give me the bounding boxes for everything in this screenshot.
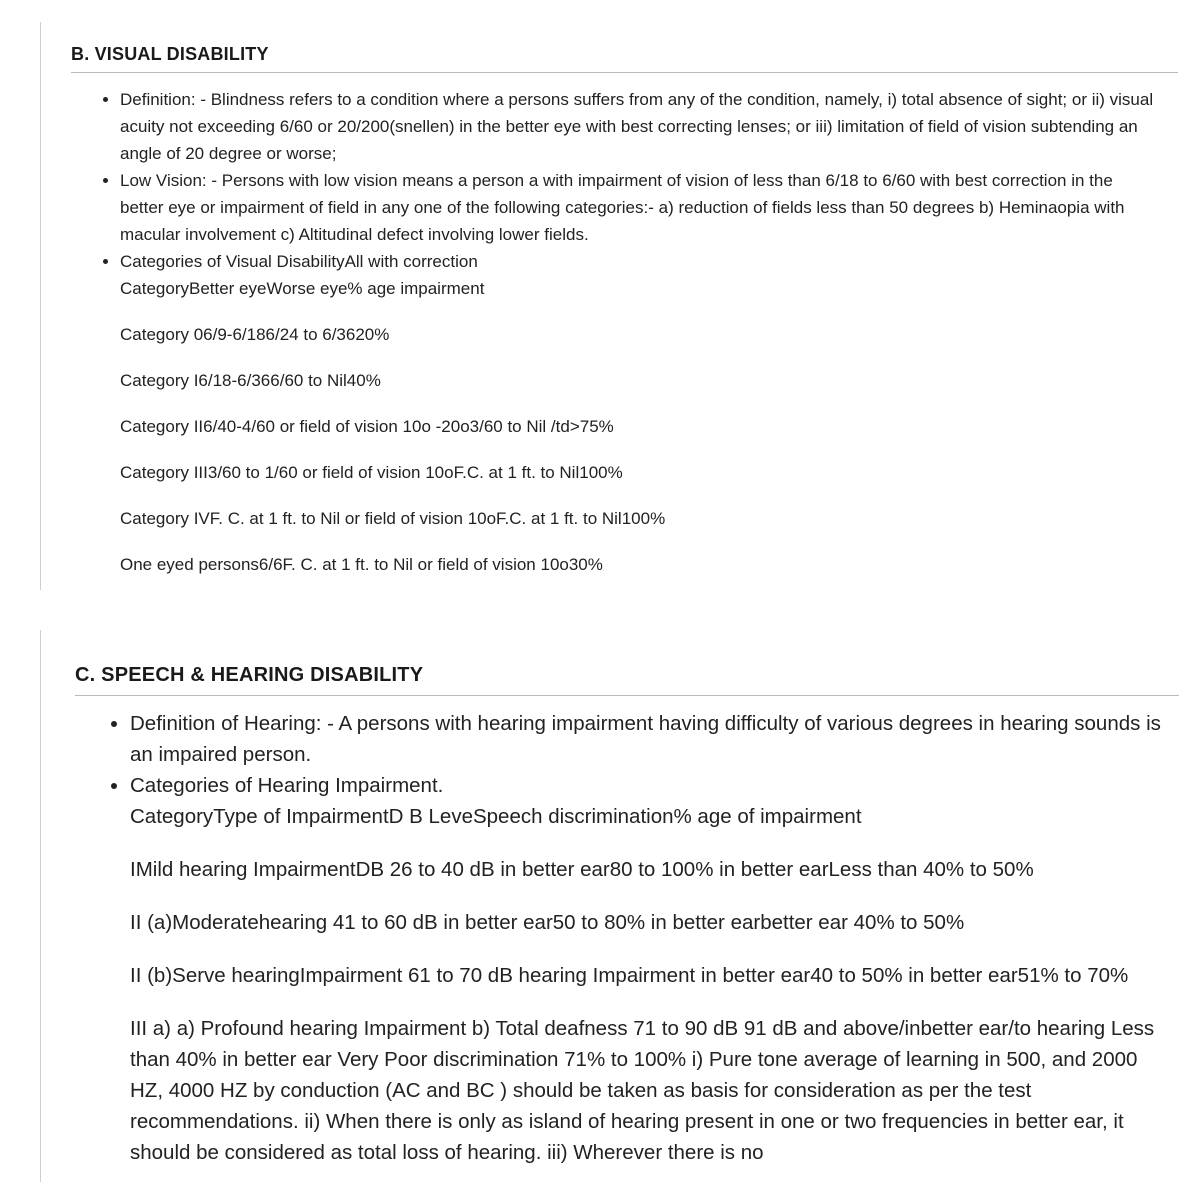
list-item bbox=[130, 708, 1170, 770]
category-row: II (b)Serve hearingImpairment 61 to 70 dB hearing Impairment in better ear40 to 50% in better ear51% to 70% bbox=[130, 964, 1129, 987]
low-vision-definition: • Low Vision: - Persons with low vision means a person a with impairment of vision of less than 6/18 to 6/60 with best correction in the better eye or impairment of field in any one of the following categories:- a) reduction of fields less than 50 degrees b) Heminaopia with macular involvement c) Altitudinal defect involving lower fields. bbox=[120, 171, 1125, 244]
list-item bbox=[120, 167, 1160, 248]
list-item bbox=[120, 248, 1160, 578]
blindness-definition: • Definition: - Blindness refers to a condition where a persons suffers from any of the condition, namely, i) total absence of sight; or ii) visual acuity not exceeding 6/60 or 20/200(snellen) in the better eye with best correcting lenses; or iii) limitation of field of vision subtending an angle of 20 degree or worse; bbox=[120, 90, 1154, 163]
hearing-definition: • Definition of Hearing: - A persons with hearing impairment having difficulty of various degrees in hearing sounds is an impaired person. bbox=[130, 712, 1161, 766]
visual-disability-section bbox=[40, 22, 1181, 590]
category-row: III a) a) Profound hearing Impairment b) Total deafness 71 to 90 dB 91 dB and above/inbetter ear/to hearing Less than 40% in better ear Very Poor discrimination 71% to 100% i) Pure tone average of learning in 500, and 2000 HZ, 4000 HZ by conduction (AC and BC ) should be taken as basis for consideration as per the test recommendations. ii) When there is only as island of hearing present in one or two frequencies in better ear, it should be considered as total loss of hearing. iii) Wherever there is no bbox=[130, 1017, 1155, 1164]
categories-title: • Categories of Visual DisabilityAll with correction bbox=[120, 252, 478, 271]
heading-divider bbox=[75, 695, 1179, 696]
list-item bbox=[130, 770, 1170, 1168]
categories-header: CategoryType of ImpairmentD B LeveSpeech discrimination% age of impairment bbox=[130, 805, 862, 828]
categories-header: CategoryBetter eyeWorse eye% age impairment bbox=[120, 279, 485, 298]
heading-divider bbox=[71, 72, 1178, 73]
list-item bbox=[120, 86, 1160, 167]
category-row: One eyed persons6/6F. C. at 1 ft. to Nil or field of vision 10o30% bbox=[120, 555, 603, 574]
visual-disability-list bbox=[41, 86, 1160, 578]
speech-hearing-heading: C. SPEECH & HEARING DISABILITY bbox=[75, 664, 424, 686]
category-row: II (a)Moderatehearing 41 to 60 dB in better ear50 to 80% in better earbetter ear 40% to 50% bbox=[130, 911, 965, 934]
category-row: Category I6/18-6/366/60 to Nil40% bbox=[120, 371, 381, 390]
categories-title: • Categories of Hearing Impairment. bbox=[130, 774, 444, 797]
category-row: Category II6/40-4/60 or field of vision 10o -20o3/60 to Nil /td>75% bbox=[120, 417, 614, 436]
category-row: Category 06/9-6/186/24 to 6/3620% bbox=[120, 325, 390, 344]
speech-hearing-section bbox=[40, 630, 1183, 1182]
category-row: Category IVF. C. at 1 ft. to Nil or field of vision 10oF.C. at 1 ft. to Nil100% bbox=[120, 509, 666, 528]
category-row: Category III3/60 to 1/60 or field of vision 10oF.C. at 1 ft. to Nil100% bbox=[120, 463, 623, 482]
speech-hearing-list bbox=[41, 708, 1170, 1168]
category-row: IMild hearing ImpairmentDB 26 to 40 dB in better ear80 to 100% in better earLess than 40% to 50% bbox=[130, 858, 1034, 881]
visual-disability-heading: B. VISUAL DISABILITY bbox=[71, 44, 269, 64]
